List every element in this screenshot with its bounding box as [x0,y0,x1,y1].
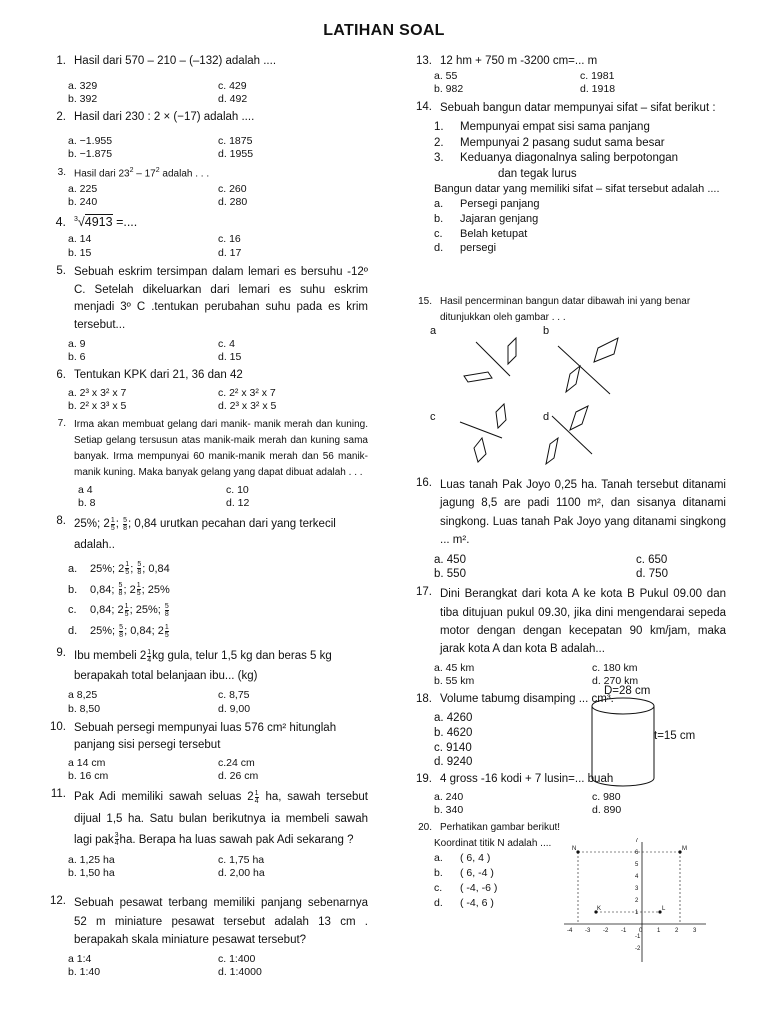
question-12: 12. Sebuah pesawat terbang memiliki panjang sebenarnya 52 m miniature pesawat tersebut adalah 13 cm . berapakah skala miniature pesawat tersebut? [50,895,368,947]
question-18: 18. Volume tabumg disamping ... cm³. [416,693,614,706]
shape-b2 [566,366,580,392]
options-16: a. 450 c. 650 b. 550 d. 750 [434,553,668,580]
options-13: a. 55 c. 1981 b. 982 d. 1918 [434,69,616,95]
question-9: 9. Ibu membeli 2 $\frac{1}{4}$ kg gula, telur 1,5 kg dan beras 5 kg berapakah total belanjaan ibu... (kg) [56,647,332,683]
y-tick--1: -1 [635,934,641,940]
y-tick-7: 7 [635,838,639,844]
question-14: 14. Sebuah bangun datar mempunyai sifat – sifat berikut : [416,100,716,114]
shape-d1 [570,406,588,430]
page-title: LATIHAN SOAL [323,22,445,39]
y-tick-3: 3 [635,886,639,892]
question-7: 7. Irma akan membuat gelang dari manik- manik merah dan kuning. Setiap gelang tersusun atas manik-maik merah dan kuning sama banyak. Irma mempunyai 60 manik-manik merah dan 56 manik-manik kuning. Maka banyak gelang yang dapat dibuat adalah . . . [57,418,368,478]
label-m: M [682,846,687,852]
options-8: a. 25%; 2 $\frac{1}{5}$ ; $\frac{5}{8}$ ; 0,84 b. 0,84; $\frac{5}{8}$ ; 2 $\frac{1}{5}$ ; 25% c. 0,84; 2 $\frac{1}{5}$ ; 25%; $\frac{5}{8}$ d. 25%; $\frac{5}{8}$ ; 0,84; 2 $\frac{1}{5}$ [68,561,170,639]
y-tick-labels [635,838,641,952]
options-17: a. 45 km c. 180 km b. 55 km d. 270 km [434,661,639,687]
shape-b1 [594,338,618,362]
question-15: 15. Hasil pencerminan bangun datar dibawah ini yang benar ditunjukkan oleh gambar . . . [418,296,691,323]
option-15-a-label: a [430,325,437,337]
y-tick-2: 2 [635,898,639,904]
question-13: 13. 12 hm + 750 m -3200 cm=... m [416,55,598,67]
y-tick-1: 1 [635,910,639,916]
option-15-d-label: d [543,411,550,423]
shape-c1 [496,404,506,428]
options-12: a 1:4 c. 1:400 b. 1:40 d. 1:4000 [68,952,262,978]
options-20: a. ( 6, 4 ) b. ( 6, -4 ) c. ( -4, -6 ) d. ( -4, 6 ) [434,851,498,910]
options-4: a. 14 c. 16 b. 15 d. 17 [68,233,242,259]
options-9: a 8,25 c. 8,75 b. 8,50 d. 9,00 [68,689,251,715]
x-tick--3: -3 [585,928,591,934]
right-column [404,54,726,256]
question-16: 16. Luas tanah Pak Joyo 0,25 ha. Tanah tersebut ditanami jagung 8,5 are padi 1100 m², dan sisanya ditanami singkong. Luas tanah Pak Joyo yang ditanami singkong ... m². [416,477,726,547]
options-6: a. 2³ x 3² x 7 c. 2² x 3² x 7 b. 2² x 3³ x 5 d. 2³ x 3² x 5 [68,386,277,412]
question-14-prompt: Bangun datar yang memiliki sifat – sifat tersebut adalah .... [434,183,720,196]
point-n [576,850,579,853]
options-11: a. 1,25 ha c. 1,75 ha b. 1,50 ha d. 2,00 ha [68,854,265,880]
label-l: L [662,906,666,912]
mirror-line-d [552,416,592,454]
question-11: 11. Pak Adi memiliki sawah seluas 2 $\frac{1}{4}$ ha, sawah tersebut dijual 1,5 ha. Satu bulan berikutnya ia membeli sawah lagi pak $\frac{3}{4}$ ha. Berapa ha luas sawah pak Adi sekarang ? [50,788,368,848]
option-15-c-label: c [430,411,436,423]
question-19: 19. 4 gross -16 kodi + 7 lusin=... buah [416,773,614,785]
question-10: 10. Sebuah persegi mempunyai luas 576 cm² hitunglah panjang sisi persegi tersebut [50,720,337,751]
properties-list-14: 1. Mempunyai empat sisi sama panjang 2. Mempunyai 2 pasang sudut sama besar 3. Keduanya diagonalnya saling berpotongan dan tegak lurus [434,121,679,180]
cylinder-diameter-label: D=28 cm [604,685,651,697]
question-6: 6. Tentukan KPK dari 21, 36 dan 42 [56,369,243,382]
y-tick-4: 4 [635,874,639,880]
x-tick-1: 1 [657,928,661,934]
options-1: a. 329 c. 429 b. 392 d. 492 [68,79,248,105]
x-tick-0: 0 [639,928,643,934]
x-tick-3: 3 [693,928,697,934]
shape-d2 [546,438,558,464]
question-17: 17. Dini Berangkat dari kota A ke kota B Pukul 09.00 dan tiba ditujuan pukul 09.30, jika dini mengendarai sepeda motor dengan dengan kecepatan 90 km/jam, maka jarak kota A dan kota B adalah... [416,586,726,656]
options-5: a. 9 c. 4 b. 6 d. 15 [68,337,242,364]
question-3: 3. Hasil dari $23^2 - 17^2$ adalah . . . [57,166,210,179]
cylinder-height-label: t=15 cm [654,730,696,742]
y-tick-6: 6 [635,850,639,856]
x-tick--2: -2 [603,928,609,934]
question-5: 5. Sebuah eskrim tersimpan dalam lemari es bersuhu -12º C. Setelah dikeluarkan dari lemari es suhu eskrim menjadi 3º C .tentukan perubahan suhu pada es krim tersebut... [56,264,368,332]
options-19: a. 240 c. 980 b. 340 d. 890 [434,790,622,816]
question-8: 8. 25%; 2 $\frac{1}{5}$ ; $\frac{5}{8}$ ; 0,84 urutkan pecahan dari yang terkecil adalah.. [56,515,336,551]
question-2: 2. Hasil dari 230 : 2 × (−17) adalah .... [56,110,255,123]
left-column [38,54,368,983]
mirror-line-c [460,422,502,438]
option-15-b-label: b [543,325,550,337]
options-18: a. 4260 b. 4620 c. 9140 d. 9240 [434,711,473,769]
options-14: a. Persegi panjang b. Jajaran genjang c. Belah ketupat d. persegi [434,197,540,255]
reflection-figures [430,320,670,470]
mirror-line-a [476,342,510,376]
question-4: 4. $^3$√4913 =.... [55,214,138,229]
q16-block [404,476,726,770]
label-n: N [572,846,577,852]
options-10: a 14 cm c.24 cm b. 16 cm d. 26 cm [68,757,259,783]
x-tick--4: -4 [567,928,573,934]
shape-a2 [464,372,492,382]
coordinate-plane [560,838,710,968]
x-tick-labels [567,928,697,934]
options-3: a. 225 c. 260 b. 240 d. 280 [68,183,248,209]
shape-c2 [474,438,486,462]
label-k: K [597,906,602,912]
shape-a1 [508,338,516,364]
y-tick--2: -2 [635,946,641,952]
x-tick-2: 2 [675,928,679,934]
options-2: a. −1.955 c. 1875 b. −1.875 d. 1955 [68,135,254,161]
x-tick--1: -1 [621,928,627,934]
question-20-prompt: Koordinat titik N adalah .... [434,838,552,850]
options-7: a 4 c. 10 b. 8 d. 12 [78,484,250,510]
mirror-line-b [558,346,610,394]
question-1: 1. Hasil dari 570 – 210 – (–132) adalah .... [56,55,277,67]
question-20: 20. Perhatikan gambar berikut! [418,821,561,833]
y-tick-5: 5 [635,862,639,868]
